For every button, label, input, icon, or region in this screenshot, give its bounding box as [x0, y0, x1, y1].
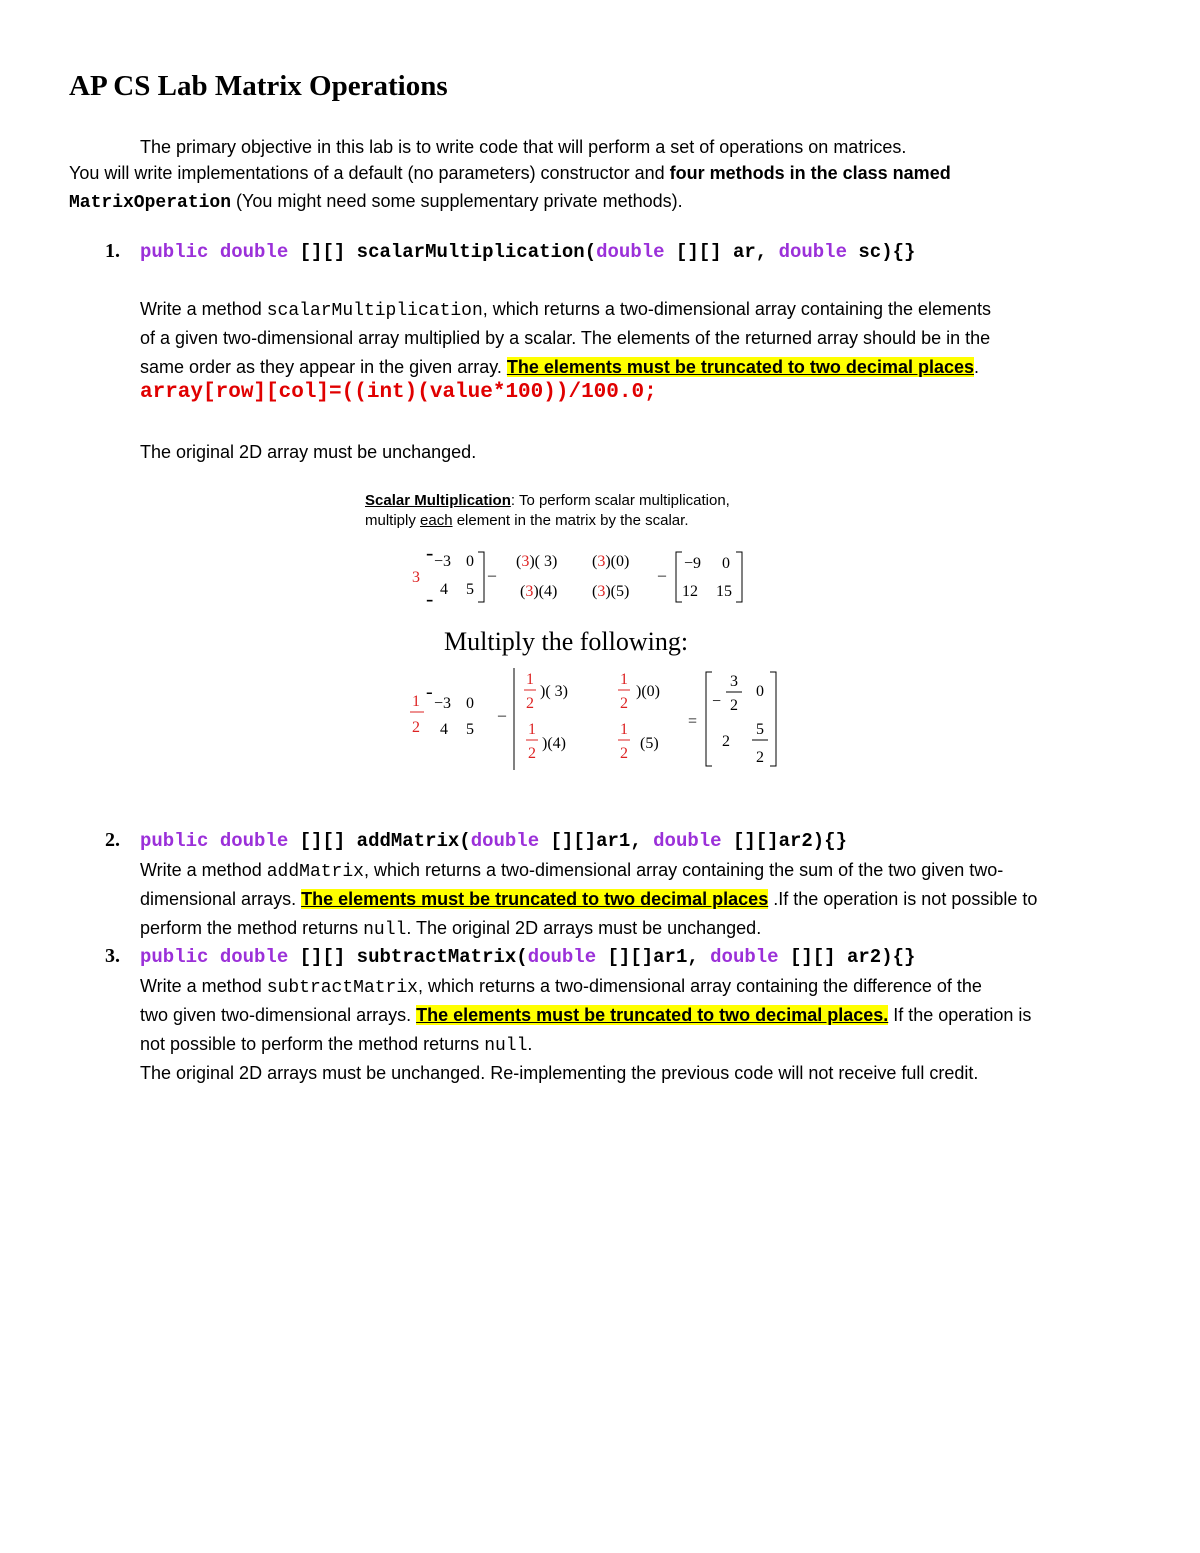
m1-a: −3	[434, 553, 452, 570]
p2-1: )( 3)	[540, 683, 568, 700]
m1-d: 5	[466, 581, 474, 598]
r2-zero: 0	[756, 683, 764, 700]
highlighted-requirement: The elements must be truncated to two decimal places	[301, 889, 769, 909]
desc-text: same order as they appear in the given array.	[140, 357, 507, 377]
sig-text: [][]ar1,	[596, 946, 711, 968]
p4: (3)(5)	[592, 583, 630, 600]
item1-desc-line-1	[140, 296, 991, 324]
bracket: -	[426, 540, 434, 565]
class-name: MatrixOperation	[69, 193, 232, 213]
item1-note: The original 2D array must be unchanged.	[140, 442, 477, 462]
m2-a: −3	[434, 695, 452, 712]
sig-keyword: double	[653, 830, 722, 852]
frac-den: 2	[620, 695, 628, 712]
p2-4: (5)	[640, 735, 659, 752]
desc-text: not possible to perform the method returns	[140, 1034, 485, 1054]
frac-num: 1	[526, 671, 534, 688]
item2-desc-line-3	[140, 915, 761, 943]
intro-line-1	[140, 134, 906, 160]
item1-desc-line-2: of a given two-dimensional array multiplied by a scalar. The elements of the returned array should be in the	[140, 328, 991, 348]
desc-text: , which returns a two-dimensional array containing the sum of the two given two-	[363, 860, 1004, 880]
p2-2: )(0)	[636, 683, 660, 700]
m1-c: 4	[440, 581, 448, 598]
truncation-code: array[row][col]=((int)(value*100))/100.0;	[140, 381, 657, 404]
op-eq: =	[688, 713, 698, 730]
p2: (3)(0)	[592, 553, 630, 570]
frac-den: 2	[528, 745, 536, 762]
desc-text: If the operation is	[888, 1005, 1032, 1025]
frac-num: 1	[528, 721, 536, 738]
intro-line-3	[69, 188, 683, 216]
intro-text-2b: four methods in the class named	[669, 163, 951, 183]
item1-desc-line-3	[140, 354, 979, 380]
desc-text: Write a method	[140, 299, 267, 319]
method-signature-subtract	[140, 946, 915, 968]
caption-text: element in the matrix by the scalar.	[452, 512, 689, 529]
op-eq: –	[658, 567, 666, 584]
sig-text: [][] ar2){}	[778, 946, 916, 968]
m2-c: 4	[440, 721, 448, 738]
sig-text: [][] subtractMatrix(	[288, 946, 528, 968]
example2-scalar-den: 2	[412, 719, 420, 736]
r2-num5: 5	[756, 721, 764, 738]
r2-minus: −	[712, 693, 722, 710]
m2-d: 5	[466, 721, 474, 738]
op-eq: –	[498, 707, 506, 724]
bracket	[770, 672, 776, 766]
intro-text-3: (You might need some supplementary private methods).	[231, 191, 683, 211]
item3-desc-line-3	[140, 1031, 532, 1059]
m1-b: 0	[466, 553, 474, 570]
r1-d: 15	[716, 583, 732, 600]
sig-keyword: double	[219, 830, 289, 852]
op-eq: –	[488, 567, 496, 584]
scalar-multiplication-figure	[350, 488, 790, 778]
item2-desc-line-2	[140, 886, 1037, 912]
p2-3: )(4)	[542, 735, 566, 752]
sig-keyword: double	[778, 241, 847, 263]
desc-text: Write a method	[140, 976, 267, 996]
item-number-1: 1.	[105, 240, 120, 262]
caption-text: : To perform scalar multiplication,	[510, 492, 730, 509]
r2-num: 3	[730, 673, 738, 690]
method-name: scalarMultiplication	[266, 301, 483, 321]
bracket: -	[426, 681, 433, 703]
sig-keyword: public	[140, 830, 209, 852]
method-signature-scalar	[140, 241, 915, 263]
bracket: -	[426, 586, 434, 611]
desc-text: .If the operation is not possible to	[768, 889, 1038, 909]
m2-b: 0	[466, 695, 474, 712]
desc-text: two given two-dimensional arrays.	[140, 1005, 417, 1025]
p3: (3)(4)	[520, 583, 558, 600]
highlighted-requirement: The elements must be truncated to two decimal places	[506, 357, 974, 377]
null-keyword: null	[484, 1036, 528, 1056]
caption-underline: each	[420, 512, 453, 529]
sig-keyword: double	[470, 830, 540, 852]
sig-text: [][]ar2){}	[721, 830, 847, 852]
item-number-2: 2.	[105, 829, 120, 851]
desc-text: , which returns a two-dimensional array containing the elements	[482, 299, 992, 319]
intro-text-1: The primary objective in this lab is to write code that will perform a set of operations on matrices.	[140, 137, 907, 157]
item3-desc-line-4: The original 2D arrays must be unchanged. Re-implementing the previous code will not receive full credit.	[140, 1063, 979, 1083]
r2-two: 2	[722, 733, 730, 750]
caption-text: multiply	[365, 512, 421, 529]
intro-text-2a: You will write implementations of a default (no parameters) constructor and	[69, 163, 670, 183]
method-name: addMatrix	[266, 862, 364, 882]
bracket	[478, 552, 484, 602]
r1-b: 0	[722, 555, 730, 572]
desc-text: .	[974, 357, 980, 377]
sig-keyword: double	[596, 241, 665, 263]
r1-a: −9	[684, 555, 702, 572]
frac-den: 2	[620, 745, 628, 762]
intro-line-2	[69, 160, 951, 186]
heading-multiply: Multiply the following:	[444, 627, 689, 656]
example1-scalar: 3	[412, 569, 420, 586]
sig-text: sc){}	[846, 241, 916, 263]
sig-text: [][] scalarMultiplication(	[288, 241, 597, 263]
sig-keyword: double	[710, 946, 779, 968]
sig-keyword: double	[527, 946, 597, 968]
page-title: AP CS Lab Matrix Operations	[69, 70, 448, 102]
caption-label: Scalar Multiplication	[365, 492, 511, 509]
matrix-examples-svg	[350, 488, 790, 778]
bracket	[706, 672, 712, 766]
desc-text: , which returns a two-dimensional array containing the difference of the	[417, 976, 982, 996]
bracket	[736, 552, 742, 602]
r2-den2: 2	[756, 749, 764, 766]
sig-keyword: public	[140, 946, 209, 968]
desc-text: dimensional arrays.	[140, 889, 302, 909]
highlighted-requirement: The elements must be truncated to two decimal places.	[416, 1005, 889, 1025]
desc-text: perform the method returns	[140, 918, 364, 938]
frac-num: 1	[620, 671, 628, 688]
sig-keyword: public	[140, 241, 209, 263]
null-keyword: null	[363, 920, 407, 940]
desc-text: . The original 2D arrays must be unchanged.	[406, 918, 762, 938]
sig-keyword: double	[219, 946, 289, 968]
frac-den: 2	[526, 695, 534, 712]
r2-den: 2	[730, 697, 738, 714]
frac-num: 1	[620, 721, 628, 738]
sig-keyword: double	[219, 241, 289, 263]
method-name: subtractMatrix	[266, 978, 418, 998]
desc-text: Write a method	[140, 860, 267, 880]
item-number-3: 3.	[105, 945, 120, 967]
item2-desc-line-1	[140, 857, 1003, 885]
sig-text: [][] ar,	[664, 241, 779, 263]
example2-scalar-num: 1	[412, 693, 420, 710]
method-signature-add	[140, 830, 847, 852]
item3-desc-line-2	[140, 1002, 1031, 1028]
r1-c: 12	[682, 583, 698, 600]
sig-text: [][]ar1,	[539, 830, 654, 852]
desc-text: .	[527, 1034, 533, 1054]
item3-desc-line-1	[140, 973, 982, 1001]
p1: (3)( 3)	[516, 553, 558, 570]
sig-text: [][] addMatrix(	[288, 830, 471, 852]
